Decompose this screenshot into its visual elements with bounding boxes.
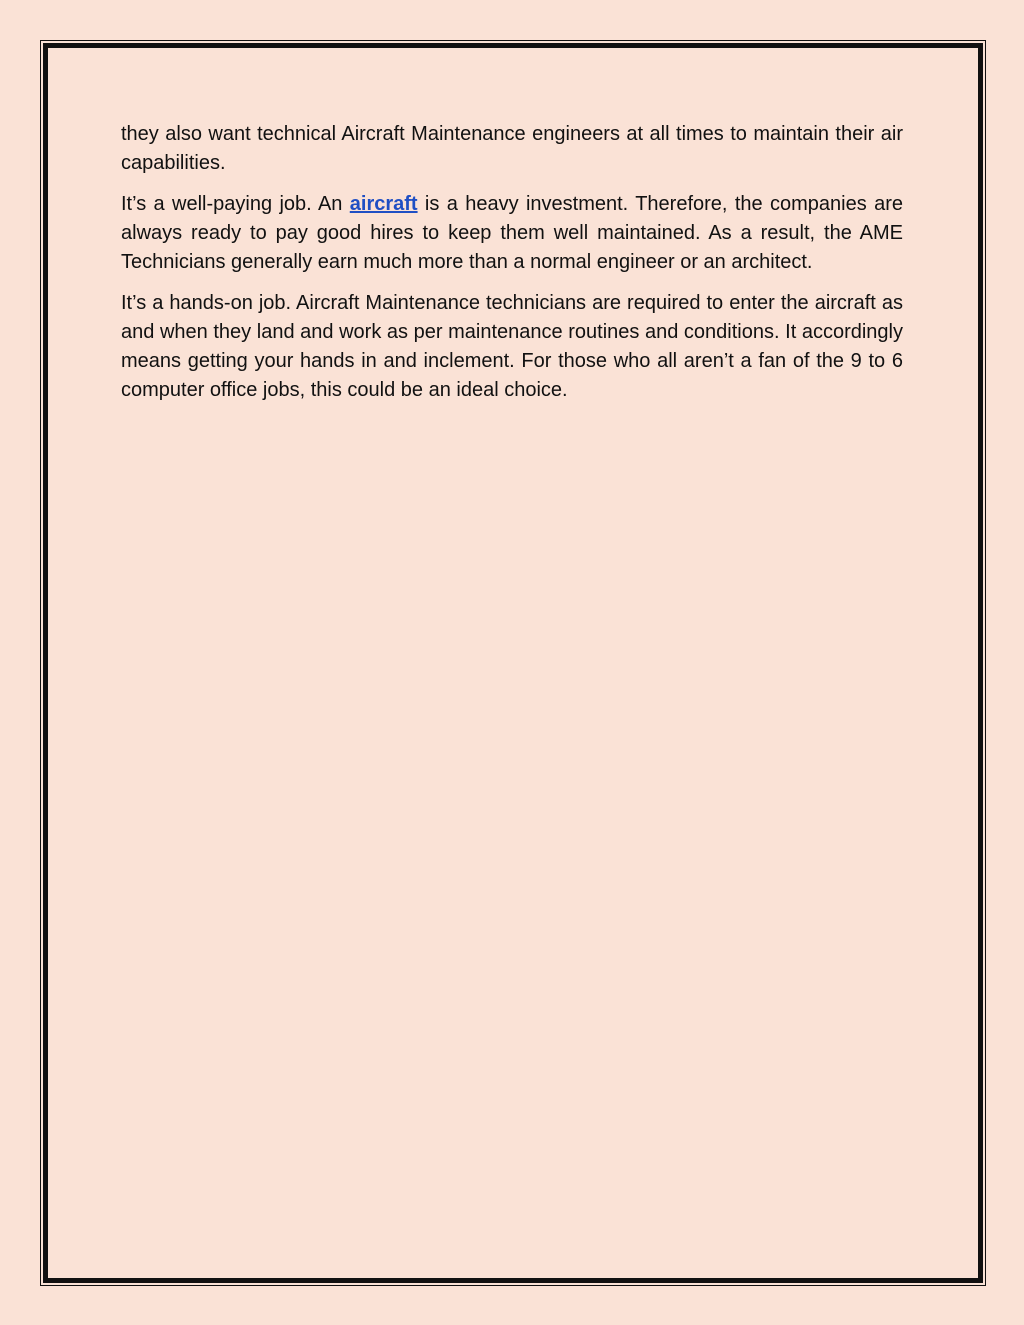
aircraft-link[interactable]: aircraft [349,193,418,215]
paragraph-2-before: It’s a well-paying job. An [121,193,350,215]
paragraph-2-after: is a heavy investment. Therefore, the companies are always ready to pay good hires to keep them well maintained. As a result, the AME Technicians generally earn much more than a normal engineer or an architect. [121,193,903,273]
paragraph-3: It’s a hands-on job. Aircraft Maintenance technicians are required to enter the aircraft as and when they land and work as per maintenance routines and conditions. It accordingly means getting your hands in and inclement. For those who all aren’t a fan of the 9 to 6 computer office jobs, this could be an ideal choice. [121,292,903,401]
document-body [121,120,903,417]
paragraph-1: they also want technical Aircraft Maintenance engineers at all times to maintain their air capabilities. [121,123,903,174]
paragraph-2 [121,190,903,277]
